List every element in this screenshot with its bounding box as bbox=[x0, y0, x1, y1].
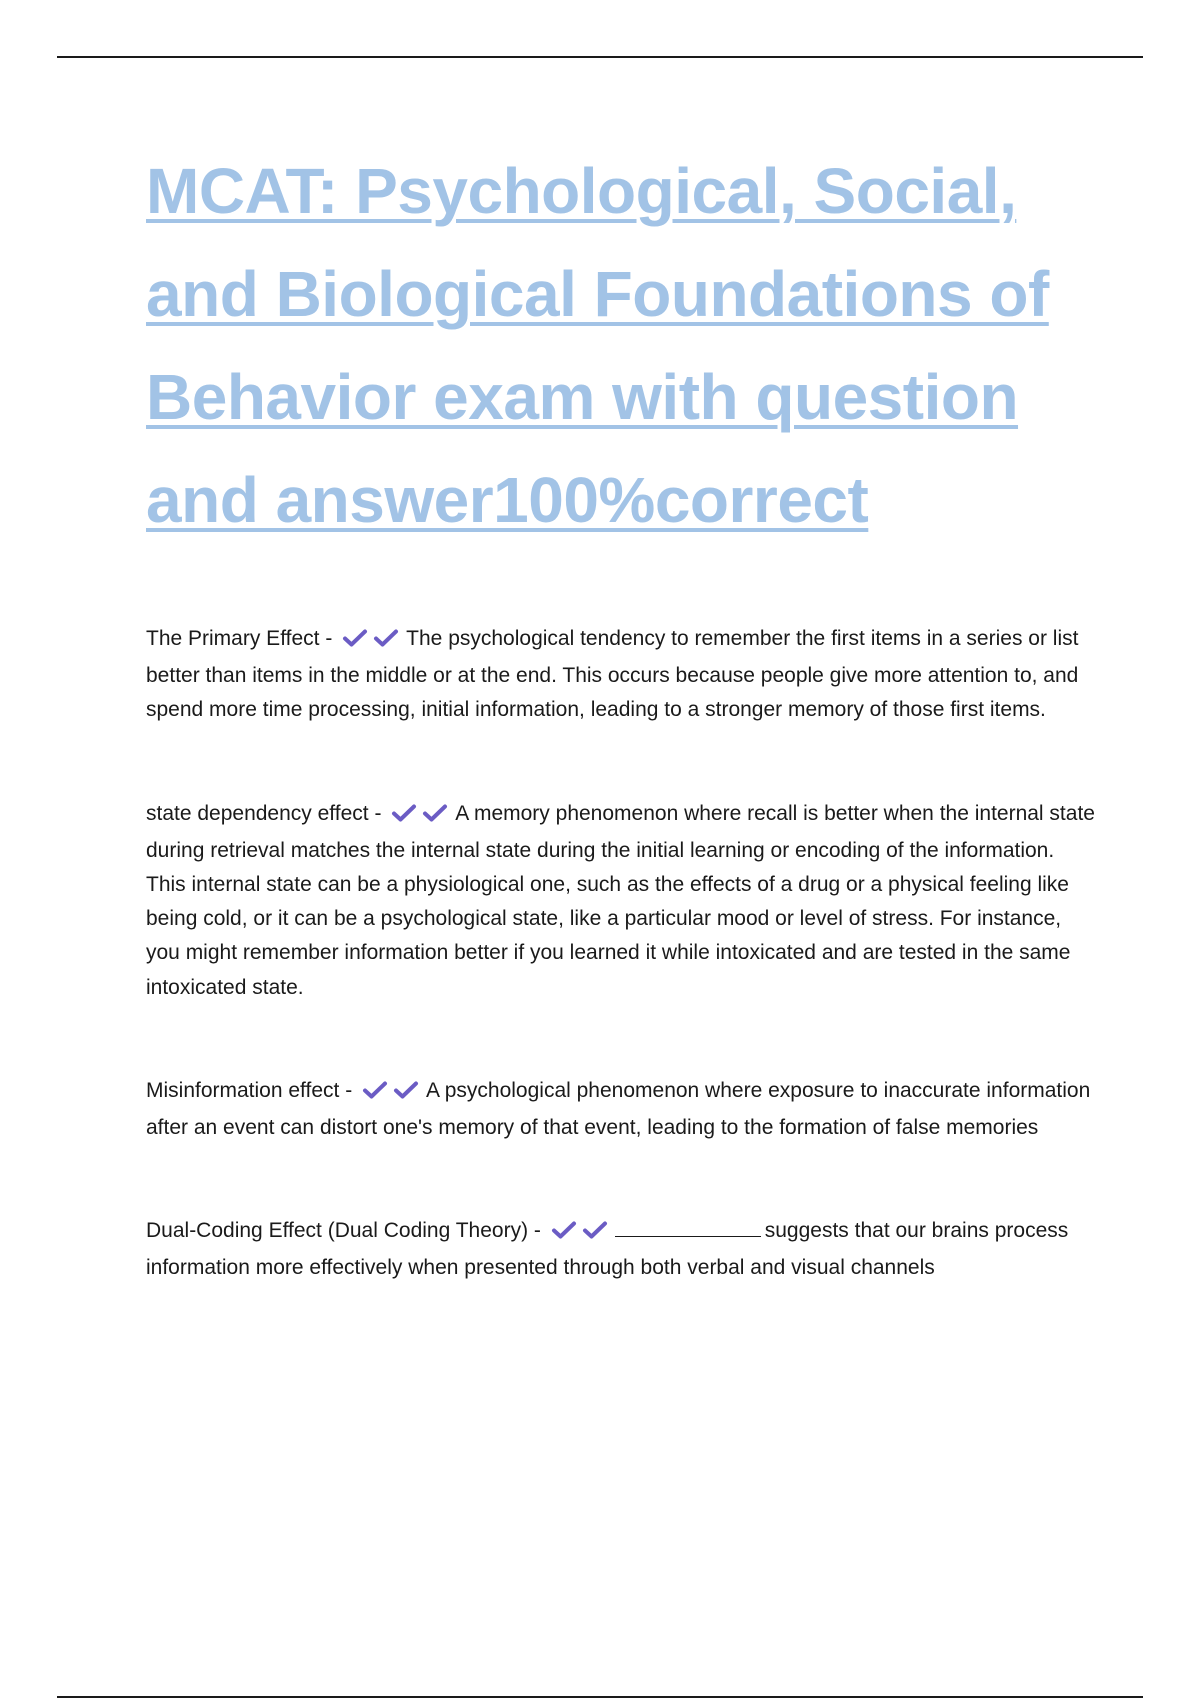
flashcard-entry bbox=[146, 797, 1096, 1005]
entry-term: Dual-Coding Effect (Dual Coding Theory) - bbox=[146, 1219, 547, 1243]
entry-term: state dependency effect - bbox=[146, 801, 388, 825]
check-icon bbox=[422, 803, 448, 823]
check-icon bbox=[362, 1080, 388, 1100]
document-page bbox=[146, 140, 1096, 1280]
entry-definition: The psychological tendency to remember the first items in a series or list better than items in the middle or at the end. This occurs because people give more attention to, and spend more time processing, initial information, leading to a stronger memory of those first items. bbox=[146, 627, 1079, 722]
entry-definition: A memory phenomenon where recall is better when the internal state during retrieval matches the internal state during the initial learning or encoding of the information. This internal state can be a physiological one, such as the effects of a drug or a physical feeling like being cold, or it can be a psychological state, like a particular mood or level of stress. For instance, you might remember information better if you learned it while intoxicated and are tested in the same intoxicated state. bbox=[146, 801, 1095, 999]
entry-term: Misinformation effect - bbox=[146, 1078, 359, 1102]
flashcard-list bbox=[146, 622, 1096, 1355]
answer-checkmarks bbox=[551, 1217, 613, 1251]
answer-checkmarks bbox=[342, 625, 404, 659]
answer-checkmarks bbox=[362, 1077, 424, 1111]
title-link-line-1[interactable]: MCAT: Psychological, Social, bbox=[146, 155, 1017, 227]
check-icon bbox=[551, 1220, 577, 1240]
title-link-line-4[interactable]: and answer100%correct bbox=[146, 464, 869, 536]
check-icon bbox=[393, 1080, 419, 1100]
fill-in-blank-line bbox=[615, 1218, 761, 1237]
entry-term: The Primary Effect - bbox=[146, 627, 339, 650]
check-icon bbox=[582, 1220, 608, 1240]
flashcard-entry bbox=[146, 1214, 1096, 1285]
flashcard-entry bbox=[146, 622, 1096, 728]
answer-checkmarks bbox=[391, 800, 453, 834]
title-link-line-3[interactable]: Behavior exam with question bbox=[146, 361, 1019, 433]
check-icon bbox=[342, 628, 368, 648]
bottom-rule bbox=[57, 1696, 1143, 1698]
document-title bbox=[146, 140, 1096, 552]
check-icon bbox=[391, 803, 417, 823]
title-link-line-2[interactable]: and Biological Foundations of bbox=[146, 258, 1049, 330]
entry-definition: A psychological phenomenon where exposure to inaccurate information after an event can distort one's memory of that event, leading to the formation of false memories bbox=[146, 1078, 1091, 1140]
check-icon bbox=[373, 628, 399, 648]
flashcard-entry bbox=[146, 1074, 1096, 1145]
top-rule bbox=[57, 56, 1143, 58]
entry-definition: suggests that our brains process information more effectively when presented through both verbal and visual channels bbox=[146, 1219, 1069, 1280]
